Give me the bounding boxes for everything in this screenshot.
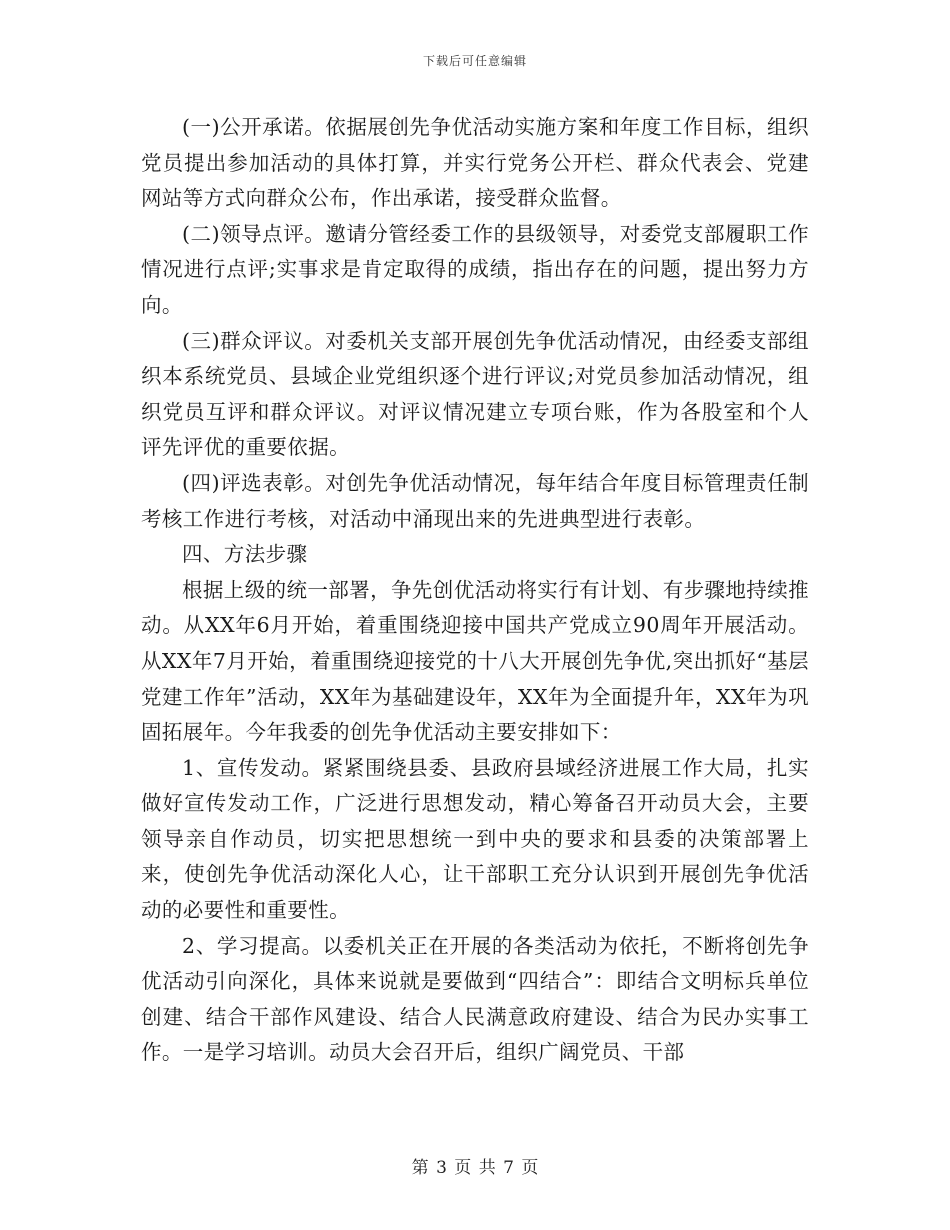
page-number-footer: 第 3 页 共 7 页 bbox=[411, 1158, 539, 1178]
section-heading-methods-steps: 四、方法步骤 bbox=[182, 542, 308, 567]
paragraph-public-evaluation: (三)群众评议。对委机关支部开展创先争优活动情况，由经委支部组织本系统党员、县域企业党组织逐个进行评议;对党员参加活动情况，组织党员互评和群众评议。对评议情况建立专项台账，作为各股室和个人评先评优的重要依据。 bbox=[141, 328, 809, 460]
page-header: 下载后可任意编辑 bbox=[422, 54, 527, 68]
paragraph-study-improvement: 2、学习提高。以委机关正在开展的各类活动为依托，不断将创先争优活动引向深化，具体来说就是要做到“四结合”：即结合文明标兵单位创建、结合干部作风建设、结合人民满意政府建设、结合为民办实事工作。一是学习培训。动员大会召开后，组织广阔党员、干部 bbox=[141, 933, 809, 1065]
paragraph-selection-commendation: (四)评选表彰。对创先争优活动情况，每年结合年度目标管理责任制考核工作进行考核，对活动中涌现出来的先进典型进行表彰。 bbox=[141, 470, 809, 531]
paragraph-leader-review: (二)领导点评。邀请分管经委工作的县级领导，对委党支部履职工作情况进行点评;实事求是肯定取得的成绩，指出存在的问题，提出努力方向。 bbox=[141, 221, 809, 317]
paragraph-publicity-mobilization: 1、宣传发动。紧紧围绕县委、县政府县域经济进展工作大局，扎实做好宣传发动工作，广泛进行思想发动，精心筹备召开动员大会，主要领导亲自作动员，切实把思想统一到中央的要求和县委的决策部署上来，使创先争优活动深化人心，让干部职工充分认识到开展创先争优活动的必要性和重要性。 bbox=[141, 755, 809, 923]
paragraph-public-commitment: (一)公开承诺。依据展创先争优活动实施方案和年度工作目标，组织党员提出参加活动的具体打算，并实行党务公开栏、群众代表会、党建网站等方式向群众公布，作出承诺，接受群众监督。 bbox=[141, 115, 809, 211]
paragraph-deployment-overview: 根据上级的统一部署，争先创优活动将实行有计划、有步骤地持续推动。从XX年6月开始，着重围绕迎接中国共产党成立90周年开展活动。从XX年7月开始，着重围绕迎接党的十八大开展创先争优,突出抓好“基层党建工作年”活动，XX年为基础建设年，XX年为全面提升年，XX年为巩固拓展年。今年我委的创先争优活动主要安排如下： bbox=[141, 577, 809, 745]
document-body bbox=[141, 110, 809, 1071]
